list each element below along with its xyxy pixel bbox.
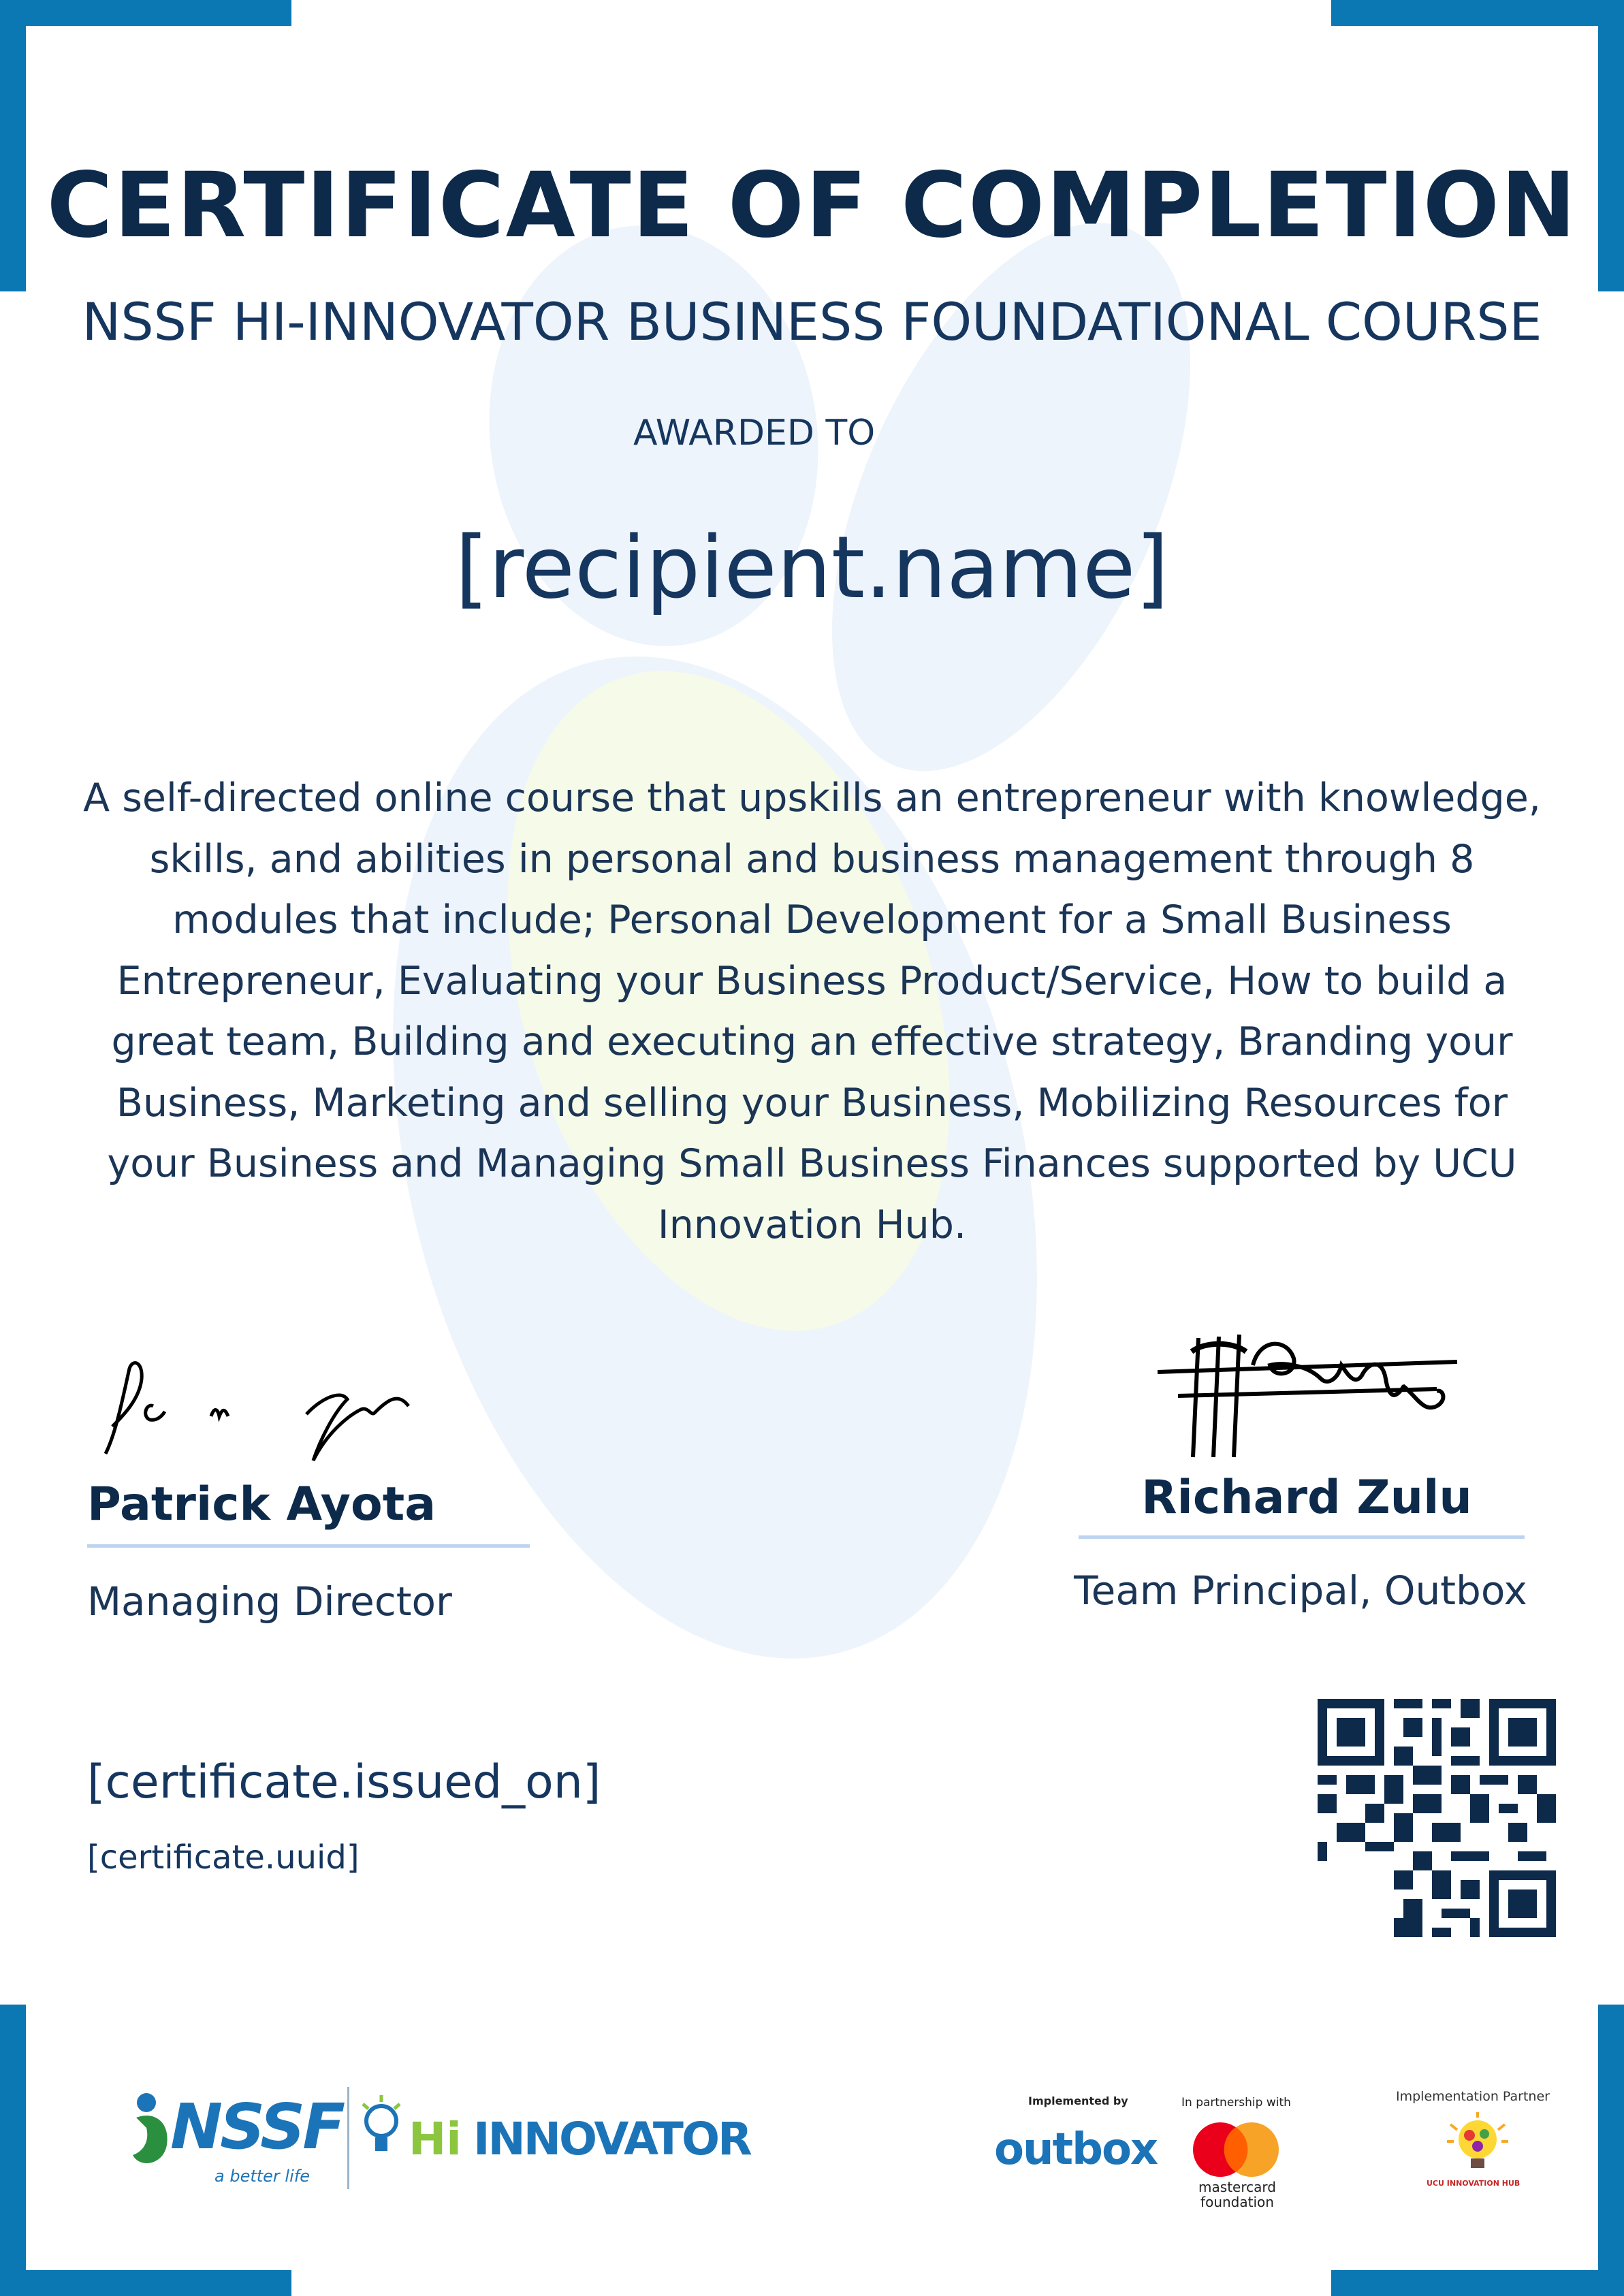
hi-innovator-logo xyxy=(357,2094,750,2182)
lightbulb-icon xyxy=(357,2094,405,2169)
ucu-lightbulb-icon xyxy=(1444,2111,1512,2175)
implementation-partner-label: Implementation Partner xyxy=(1396,2089,1550,2104)
certificate-uuid-field: [certificate.uuid] xyxy=(87,1838,360,1877)
mastercard-line-1: mastercard xyxy=(1198,2179,1276,2195)
frame-bottom-right-v xyxy=(1598,2005,1624,2296)
certificate-title: CERTIFICATE OF COMPLETION xyxy=(46,153,1578,258)
signatory-2-title: Team Principal, Outbox xyxy=(1074,1567,1527,1614)
frame-bottom-left-v xyxy=(0,2005,26,2296)
course-name: NSSF HI-INNOVATOR BUSINESS FOUNDATIONAL COURSE xyxy=(82,291,1542,352)
hi-wordmark: Hi xyxy=(409,2113,462,2165)
mastercard-line-2: foundation xyxy=(1200,2194,1274,2210)
signature-richard-zulu xyxy=(1151,1324,1471,1461)
implemented-by-label: Implemented by xyxy=(1028,2094,1128,2107)
ucu-hub-label: UCU INNOVATION HUB xyxy=(1427,2179,1520,2188)
issued-on-field: [certificate.issued_on] xyxy=(87,1755,601,1809)
recipient-name: [recipient.name] xyxy=(455,517,1169,618)
mastercard-circles-icon xyxy=(1192,2121,1280,2179)
signatory-1-title: Managing Director xyxy=(87,1578,452,1625)
frame-bottom-left-h xyxy=(0,2270,291,2296)
qr-code xyxy=(1318,1699,1556,1937)
nssf-tagline: a better life xyxy=(214,2167,310,2186)
signatory-1-rule xyxy=(87,1544,530,1548)
nssf-wordmark: NSSF xyxy=(170,2090,343,2163)
nssf-logo xyxy=(126,2084,344,2193)
frame-top-left-h xyxy=(0,0,291,26)
frame-bottom-right-h xyxy=(1331,2270,1624,2296)
frame-top-right-h xyxy=(1331,0,1624,26)
signature-patrick-ayota xyxy=(89,1352,443,1467)
innovator-wordmark: INNOVATOR xyxy=(473,2113,750,2165)
logo-divider xyxy=(347,2087,349,2189)
awarded-to-label: AWARDED TO xyxy=(633,413,876,453)
outbox-logo: outbox xyxy=(994,2124,1158,2175)
signatory-2-rule xyxy=(1079,1535,1525,1539)
course-description: A self-directed online course that upskills an entrepreneur with knowledge, skills, and abilities in personal and business management through 8 modules that include; Personal Development for a Small Business Entrepreneur, Evaluating your Business Product/Service, How to build a great team, Building and executing an effective strategy, Branding your Business, Marketing and selling your Business, Mobilizing Resources for your Business and Managing Small Business Finances supported by UCU Innovation Hub. xyxy=(83,776,1541,1247)
signatory-2-name: Richard Zulu xyxy=(1141,1471,1472,1525)
partnership-label: In partnership with xyxy=(1181,2096,1291,2109)
watermark-blue-shape-2 xyxy=(759,170,1264,825)
signatory-1-name: Patrick Ayota xyxy=(87,1478,436,1531)
